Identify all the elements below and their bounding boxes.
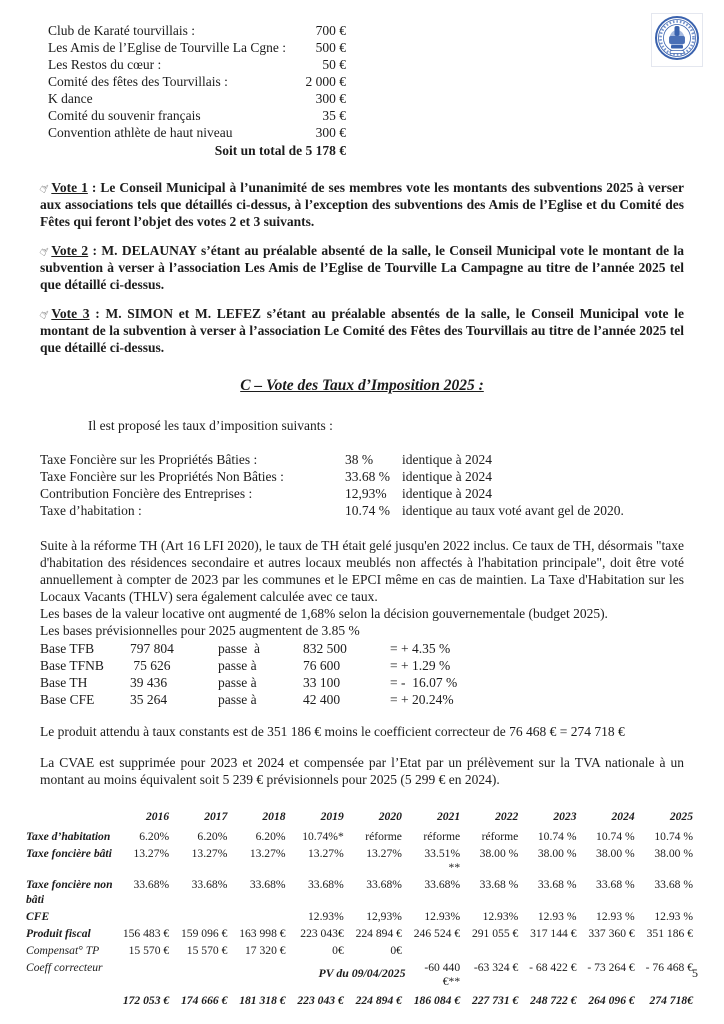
vote-3-text: : M. SIMON et M. LEFEZ s’étant au préalable absentés de la salle, le Conseil Municipal vote le montant de la subvention à verser à l’association Le Comité des Fêtes des Tourvillais au titre de l’année 2025 tel que détaillé ci-dessus. xyxy=(40,306,684,356)
table-cell: 33.68 % xyxy=(537,878,577,892)
rate-note: identique à 2024 xyxy=(402,485,492,501)
bases-previsionnelles-line: Les bases prévisionnelles pour 2025 augmentent de 3.85 % xyxy=(40,622,360,638)
table-cell: -63 324 € xyxy=(473,961,519,975)
base-delta: = + 1.29 % xyxy=(390,657,451,673)
vote-3-title: Vote 3 xyxy=(51,306,90,322)
table-cell: 38.00 % xyxy=(654,847,693,861)
table-cell: 174 666 € xyxy=(181,994,228,1008)
year-header: 2020 xyxy=(378,809,402,823)
rate-value: 10.74 % xyxy=(345,502,390,518)
base-from: 35 264 xyxy=(130,691,168,707)
rate-note: identique au taux voté avant gel de 2020. xyxy=(402,502,624,518)
table-cell xyxy=(411,944,469,961)
subvention-amount: 300 € xyxy=(315,91,346,106)
table-cell: 224 894 € xyxy=(355,926,402,940)
cvae-paragraph: La CVAE est supprimée pour 2023 et 2024 et compensée par l’Etat par un prélèvement sur la TVA nationale à un montant au moins équivalent soit 5 239 € prévisionnels pour 2025 (5 299 € en 2024). xyxy=(40,754,684,787)
table-cell: 17 320 € xyxy=(244,943,286,957)
table-cell: - 73 264 € xyxy=(587,961,635,975)
table-cell: 13.27% xyxy=(191,847,228,861)
row-label: Taxe d’habitation xyxy=(26,829,111,843)
table-cell: 10.74%* xyxy=(302,829,344,843)
base-passe: passe à xyxy=(218,674,257,690)
table-corner-cell xyxy=(24,810,120,830)
table-cell: 274 718€ xyxy=(649,994,693,1008)
row-label: CFE xyxy=(26,909,50,923)
base-row xyxy=(40,657,724,674)
base-row xyxy=(40,674,724,691)
base-to: 42 400 xyxy=(303,691,341,707)
subvention-amount: 50 € xyxy=(322,57,346,72)
base-label: Base CFE xyxy=(40,691,95,707)
bases-table xyxy=(40,640,724,708)
vote-1-title: Vote 1 xyxy=(51,180,88,195)
table-cell: 224 894 € xyxy=(355,994,402,1008)
year-header: 2019 xyxy=(320,809,344,823)
vote-2-paragraph xyxy=(37,242,685,293)
th-reform-paragraph: Suite à la réforme TH (Art 16 LFI 2020), le taux de TH était gelé jusqu'en 2022 inclus. Ce taux de TH, désormais "taxe d'habitation des résidences secondaire et autres locaux meublés non affectés à l'habitation principale", doit être voté annuellement à compter de 2023 par les communes et le EPCI même en cas de maintien. La Taxe d'Habitation sur les Locaux Vacants (THLV) sera également calculée avec ce taux. xyxy=(40,537,684,604)
base-label: Base TH xyxy=(40,674,88,690)
subvention-amount: 300 € xyxy=(315,125,346,140)
table-row xyxy=(24,847,702,878)
base-label: Base TFNB xyxy=(40,657,104,673)
subvention-item xyxy=(48,124,346,141)
table-cell: 13.27% xyxy=(249,847,286,861)
table-cell: 13.27% xyxy=(366,847,402,861)
year-header: 2016 xyxy=(146,809,170,823)
table-cell: 6.20% xyxy=(255,829,286,843)
base-to: 76 600 xyxy=(303,657,341,673)
subventions-list xyxy=(48,22,346,159)
table-cell: 163 998 € xyxy=(239,926,286,940)
table-cell: 33.68% xyxy=(308,878,344,892)
table-cell xyxy=(644,944,702,961)
row-label: Coeff correcteur xyxy=(26,961,103,975)
table-cell: 15 570 € xyxy=(128,943,170,957)
row-label: Taxe foncière non bâti xyxy=(26,878,113,906)
table-cell: 10.74 % xyxy=(596,829,635,843)
subvention-item xyxy=(48,90,346,107)
table-cell xyxy=(469,944,527,961)
table-row xyxy=(24,927,702,944)
table-cell: 12,93% xyxy=(366,909,402,923)
vote-2-text: : M. DELAUNAY s’étant au préalable absenté de la salle, le Conseil Municipal vote le montant de la subvention à verser à l’association Les Amis de l’Eglise de Tourville La Campagne au titre de l’année 2025 tel que détaillé ci-dessus. xyxy=(40,243,685,293)
table-cell: 38.00 % xyxy=(537,847,577,861)
subvention-label: Club de Karaté tourvillais : xyxy=(48,23,195,38)
table-cell xyxy=(178,910,236,927)
table-cell: 317 144 € xyxy=(530,926,577,940)
pointing-hand-icon: ☝ xyxy=(37,180,51,196)
bases-valeur-locative-line: Les bases de la valeur locative ont augmenté de 1,68% selon la décision gouvernementale (budget 2025). xyxy=(40,605,608,621)
table-cell: 12.93 % xyxy=(596,909,635,923)
base-from: 75 626 xyxy=(130,657,171,673)
produit-attendu-paragraph: Le produit attendu à taux constants est de 351 186 € moins le coefficient correcteur de 76 468 € = 274 718 € xyxy=(40,723,625,739)
table-cell: 156 483 € xyxy=(122,926,170,940)
table-cell: 246 524 € xyxy=(413,926,461,940)
section-c-heading: C – Vote des Taux d’Imposition 2025 : xyxy=(240,377,484,395)
subvention-label: Comité des fêtes des Tourvillais : xyxy=(48,74,228,89)
table-cell: 351 186 € xyxy=(646,926,693,940)
table-cell: 10.74 % xyxy=(537,829,577,843)
footer-pv-date: PV du 09/04/2025 xyxy=(318,966,406,980)
table-cell: 337 360 € xyxy=(588,926,635,940)
table-cell: 186 084 € xyxy=(413,994,461,1008)
commune-seal-icon xyxy=(654,14,700,62)
table-cell: 227 731 € xyxy=(471,994,519,1008)
table-cell: 38.00 % xyxy=(479,847,519,861)
pointing-hand-icon: ☝ xyxy=(37,306,51,323)
subvention-amount: 2 000 € xyxy=(305,74,346,89)
table-cell: 33.68% xyxy=(249,878,286,892)
year-header: 2025 xyxy=(669,809,693,823)
table-cell: réforme xyxy=(365,829,402,843)
table-cell: 159 096 € xyxy=(181,926,228,940)
table-cell: 291 055 € xyxy=(471,926,519,940)
tax-table-body xyxy=(24,810,702,1012)
rate-value: 33.68 % xyxy=(345,468,390,484)
table-cell: 6.20% xyxy=(139,829,170,843)
table-cell: 33.68% xyxy=(133,878,170,892)
subvention-item xyxy=(48,56,346,73)
base-delta: = + 20.24% xyxy=(390,691,454,707)
vote-1-text: : Le Conseil Municipal à l’unanimité de ses membres vote les montants des subventions 2025 à verser aux associations tels que détaillés ci-dessus, à l’exception des subventions des Amis de l’Eglise et du Comité des Fêtes qui feront l’objet des votes 2 et 3 suivants. xyxy=(40,180,684,230)
base-delta: = + 4.35 % xyxy=(390,640,451,656)
subvention-amount: 500 € xyxy=(315,40,346,55)
rates-intro: Il est proposé les taux d’imposition suivants : xyxy=(88,417,333,433)
base-label: Base TFB xyxy=(40,640,95,656)
table-cell: réforme xyxy=(481,829,519,843)
commune-seal-logo xyxy=(651,13,703,67)
row-label: Compensat° TP xyxy=(26,943,100,957)
subvention-label: Les Amis de l’Eglise de Tourville La Cgne : xyxy=(48,40,287,55)
year-header: 2017 xyxy=(204,809,228,823)
subvention-amount: 700 € xyxy=(315,23,346,38)
table-header-row xyxy=(24,810,702,830)
year-header: 2024 xyxy=(611,809,635,823)
rate-row xyxy=(40,502,724,519)
table-cell xyxy=(527,944,585,961)
subvention-item xyxy=(48,22,346,39)
table-cell: 12.93 % xyxy=(654,909,693,923)
table-cell: - 76 468 € xyxy=(645,961,693,975)
row-label: Produit fiscal xyxy=(26,926,91,940)
table-row xyxy=(24,830,702,847)
table-cell xyxy=(120,910,178,927)
table-cell: 33.68% xyxy=(191,878,228,892)
base-passe: passe à xyxy=(218,640,260,656)
subventions-total: Soit un total de 5 178 € xyxy=(214,143,346,158)
subvention-label: Les Restos du cœur : xyxy=(48,57,162,72)
pointing-hand-icon: ☝ xyxy=(37,243,51,260)
table-cell: 12.93 % xyxy=(537,909,577,923)
table-cell: 33.68 % xyxy=(596,878,635,892)
table-row xyxy=(24,878,702,909)
rate-label: Contribution Foncière des Entreprises : xyxy=(40,485,253,501)
subvention-label: Convention athlète de haut niveau xyxy=(48,125,233,140)
table-cell: - 68 422 € xyxy=(529,961,577,975)
page-number: 5 xyxy=(692,966,698,980)
table-cell: 248 722 € xyxy=(530,994,577,1008)
vote-3-paragraph xyxy=(37,305,684,356)
base-delta: = - 16.07 % xyxy=(390,674,458,690)
rate-value: 12,93% xyxy=(345,485,387,501)
table-cell: 13.27% xyxy=(133,847,170,861)
table-row xyxy=(24,944,702,961)
year-header: 2023 xyxy=(553,809,577,823)
vote-2-title: Vote 2 xyxy=(51,243,89,259)
table-cell: 12.93% xyxy=(308,909,344,923)
table-row xyxy=(24,910,702,927)
table-cell: 33.68 % xyxy=(654,878,693,892)
rate-label: Taxe d’habitation : xyxy=(40,502,142,518)
table-cell: 0€ xyxy=(390,943,402,957)
table-cell: 172 053 € xyxy=(122,994,170,1008)
subvention-item xyxy=(48,73,346,90)
year-header: 2018 xyxy=(262,809,286,823)
table-cell: 33.68% xyxy=(366,878,402,892)
subvention-label: K dance xyxy=(48,91,93,106)
row-label xyxy=(24,992,120,1011)
table-cell: réforme xyxy=(423,829,461,843)
year-header: 2021 xyxy=(436,809,461,823)
rate-label: Taxe Foncière sur les Propriétés Non Bâties : xyxy=(40,468,284,484)
base-from: 39 436 xyxy=(130,674,168,690)
base-row xyxy=(40,691,724,708)
table-cell: 33.51% ** xyxy=(424,847,461,875)
subvention-item xyxy=(48,39,346,56)
page-footer xyxy=(0,966,724,981)
tax-history-table xyxy=(24,810,702,1012)
base-row xyxy=(40,640,724,657)
table-cell: 33.68 % xyxy=(479,878,519,892)
table-cell: 33.68% xyxy=(424,878,461,892)
table-cell: 6.20% xyxy=(197,829,228,843)
table-cell: 10.74 % xyxy=(654,829,693,843)
table-cell: 38.00 % xyxy=(596,847,635,861)
table-cell: 181 318 € xyxy=(239,994,286,1008)
year-header: 2022 xyxy=(495,809,519,823)
table-cell: 15 570 € xyxy=(186,943,228,957)
rate-value: 38 % xyxy=(345,451,374,467)
rate-row xyxy=(40,468,724,485)
subvention-label: Comité du souvenir français xyxy=(48,108,201,123)
table-cell: -60 440 €** xyxy=(424,961,461,989)
row-label: Taxe foncière bâti xyxy=(26,847,112,861)
base-to: 832 500 xyxy=(303,640,347,656)
table-cell: 0€ xyxy=(332,943,344,957)
table-cell: 12.93% xyxy=(482,909,519,923)
base-passe: passe à xyxy=(218,657,257,673)
subvention-item xyxy=(48,107,346,124)
vote-1-paragraph xyxy=(37,179,684,230)
table-row xyxy=(24,992,702,1011)
rate-note: identique à 2024 xyxy=(402,468,492,484)
table-cell xyxy=(586,944,644,961)
tax-rates-list xyxy=(40,451,724,519)
table-cell: 223 043€ xyxy=(300,926,344,940)
table-cell: 12.93% xyxy=(424,909,461,923)
table-cell: 223 043 € xyxy=(297,994,344,1008)
rate-note: identique à 2024 xyxy=(402,451,492,467)
base-passe: passe à xyxy=(218,691,257,707)
base-from: 797 804 xyxy=(130,640,174,656)
rate-row xyxy=(40,485,724,502)
table-cell: 13.27% xyxy=(308,847,344,861)
table-cell: 264 096 € xyxy=(588,994,635,1008)
rate-row xyxy=(40,451,724,468)
table-cell xyxy=(236,910,294,927)
base-to: 33 100 xyxy=(303,674,341,690)
subvention-amount: 35 € xyxy=(322,108,346,123)
rate-label: Taxe Foncière sur les Propriétés Bâties : xyxy=(40,451,258,467)
